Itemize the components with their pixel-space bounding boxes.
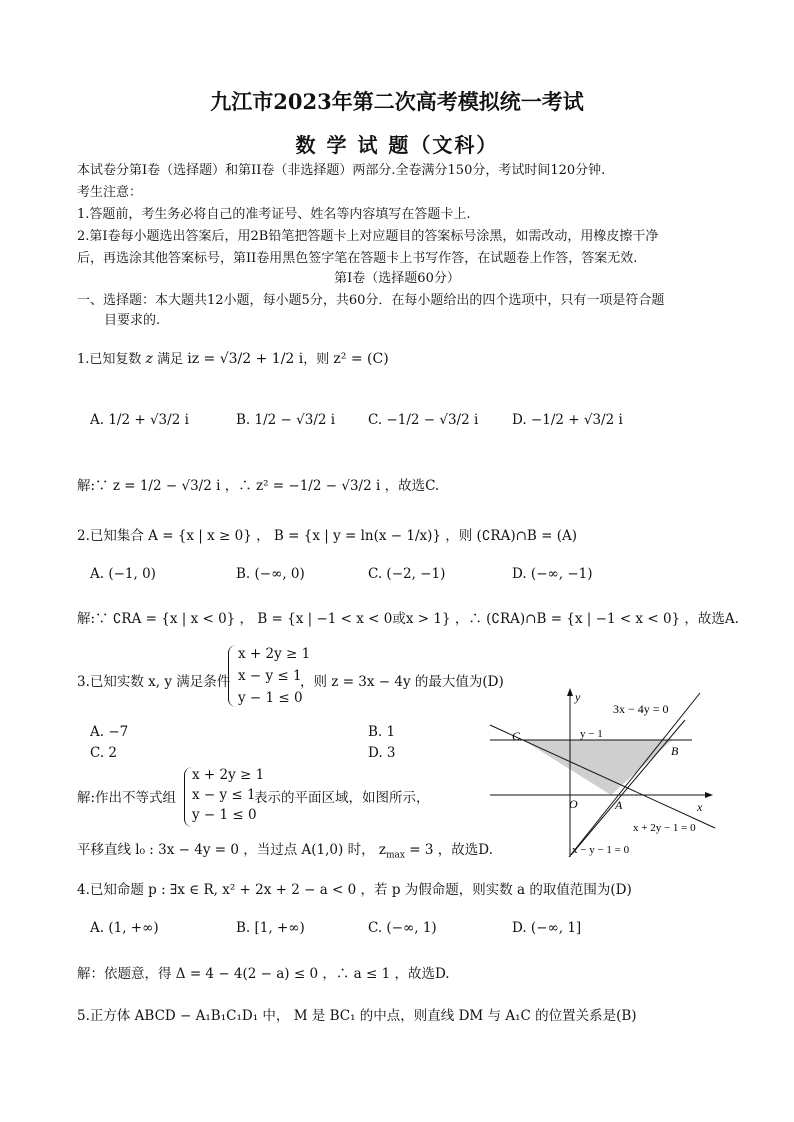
exam-intro: 本试卷分第I卷（选择题）和第II卷（非选择题）两部分.全卷满分150分，考试时间120分钟.	[77, 163, 606, 178]
point-b-label: B	[671, 744, 679, 758]
q4-stem: 4.已知命题 p : ∃x ∈ R, x² + 2x + 2 − a < 0 ，若 p 为假命题，则实数 a 的取值范围为(D)	[77, 882, 632, 898]
q5-stem: 5.正方体 ABCD − A₁B₁C₁D₁ 中， M 是 BC₁ 的中点，则直线 DM 与 A₁C 的位置关系是(B)	[77, 1008, 637, 1024]
origin-label: O	[569, 797, 578, 811]
q2-option-a: A. (−1, 0)	[90, 566, 156, 582]
point-c-label: C	[512, 729, 521, 743]
q1-option-c: C. −1/2 − √3/2 i	[368, 412, 479, 428]
q3-solution-constraint-3: y − 1 ≤ 0	[192, 807, 257, 823]
notice-heading: 考生注意：	[77, 185, 143, 200]
q4-option-c: C. (−∞, 1)	[368, 920, 437, 936]
q1-stem: 1.已知复数 z 满足 iz = √3/2 + 1/2 i，则 z² = (C)	[77, 351, 389, 367]
notice-item-2-line-1: 2.第I卷每小题选出答案后，用2B铅笔把答题卡上对应题目的答案标号涂黑，如需改动，用橡皮擦干净	[77, 229, 659, 244]
q3-option-b: B. 1	[368, 724, 396, 740]
q3-solution-a: 解:作出不等式组	[77, 790, 177, 806]
q3-option-c: C. 2	[90, 745, 118, 761]
q4-solution: 解：依题意，得 Δ = 4 − 4(2 − a) ≤ 0 ，∴ a ≤ 1 ，故选D.	[77, 966, 450, 982]
point-a-label: A	[615, 798, 623, 812]
line-top-label: y − 1	[580, 728, 603, 740]
x-axis-arrow	[705, 792, 713, 798]
q3-constraint-2: x − y ≤ 1	[238, 668, 302, 684]
notice-item-2-line-2: 后，再选涂其他答案标号，第II卷用黑色签字笔在答题卡上书写作答，在试题卷上作答，答案无效.	[77, 251, 638, 266]
q3-stem-a: 3.已知实数 x, y 满足条件	[77, 674, 231, 690]
exam-subtitle: 数 学 试 题（文科）	[295, 133, 499, 157]
q2-stem: 2.已知集合 A = {x | x ≥ 0} ， B = {x | y = ln(x − 1/x)} ，则 (∁RA)∩B = (A)	[77, 528, 578, 544]
q3-stem-b: ，则 z = 3x − 4y 的最大值为(D)	[300, 674, 504, 690]
q3-constraint-3: y − 1 ≤ 0	[238, 690, 303, 706]
q3-option-a: A. −7	[90, 724, 129, 740]
q4-option-d: D. (−∞, 1]	[512, 920, 582, 936]
q3-solution-constraint-2: x − y ≤ 1	[192, 787, 256, 803]
q4-option-a: A. (1, +∞)	[90, 920, 159, 936]
q3-feasible-region-graph	[485, 685, 725, 860]
y-axis-label: y	[575, 690, 581, 704]
q3-constraint-1: x + 2y ≥ 1	[238, 646, 311, 662]
y-axis-arrow	[567, 688, 573, 696]
q3-system-brace	[228, 645, 237, 707]
exam-title: 九江市2023年第二次高考模拟统一考试	[210, 89, 584, 114]
q1-option-a: A. 1/2 + √3/2 i	[90, 412, 189, 428]
q2-option-d: D. (−∞, −1)	[512, 566, 593, 582]
line-1-label: x + 2y − 1 = 0	[633, 822, 696, 834]
q3-solution-c: 平移直线 l₀ : 3x − 4y = 0 ，当过点 A(1,0) 时， $z_{max} = 3$ ，故选D.	[77, 842, 493, 861]
feasible-region	[523, 740, 672, 795]
notice-item-1: 1.答题前，考生务必将自己的准考证号、姓名等内容填写在答题卡上.	[77, 207, 471, 222]
q1-solution: 解:∵ z = 1/2 − √3/2 i ，∴ z² = −1/2 − √3/2 i ，故选C.	[77, 478, 440, 494]
q2-solution: 解:∵ ∁RA = {x | x < 0} ， B = {x | −1 < x < 0或x > 1} ，∴ (∁RA)∩B = {x | −1 < x < 0} ，故选A.	[77, 611, 739, 627]
part1-instructions-line-2: 目要求的.	[104, 313, 161, 328]
q3-solution-b: 表示的平面区域，如图所示，	[254, 790, 430, 806]
section-heading: 第I卷（选择题60分）	[334, 271, 460, 286]
part1-instructions-line-1: 一、选择题：本大题共12小题，每小题5分，共60分．在每小题给出的四个选项中，只有一项是符合题	[77, 293, 665, 308]
q2-option-b: B. (−∞, 0)	[236, 566, 305, 582]
x-axis-label: x	[697, 800, 703, 814]
objective-line-label: 3x − 4y = 0	[613, 702, 669, 716]
q1-option-b: B. 1/2 − √3/2 i	[236, 412, 336, 428]
q4-option-b: B. [1, +∞)	[236, 920, 305, 936]
q3-solution-constraint-1: x + 2y ≥ 1	[192, 767, 265, 783]
q2-option-c: C. (−2, −1)	[368, 566, 446, 582]
q1-option-d: D. −1/2 + √3/2 i	[512, 412, 623, 428]
line-2-label: x − y − 1 = 0	[572, 844, 630, 856]
q3-option-d: D. 3	[368, 745, 396, 761]
